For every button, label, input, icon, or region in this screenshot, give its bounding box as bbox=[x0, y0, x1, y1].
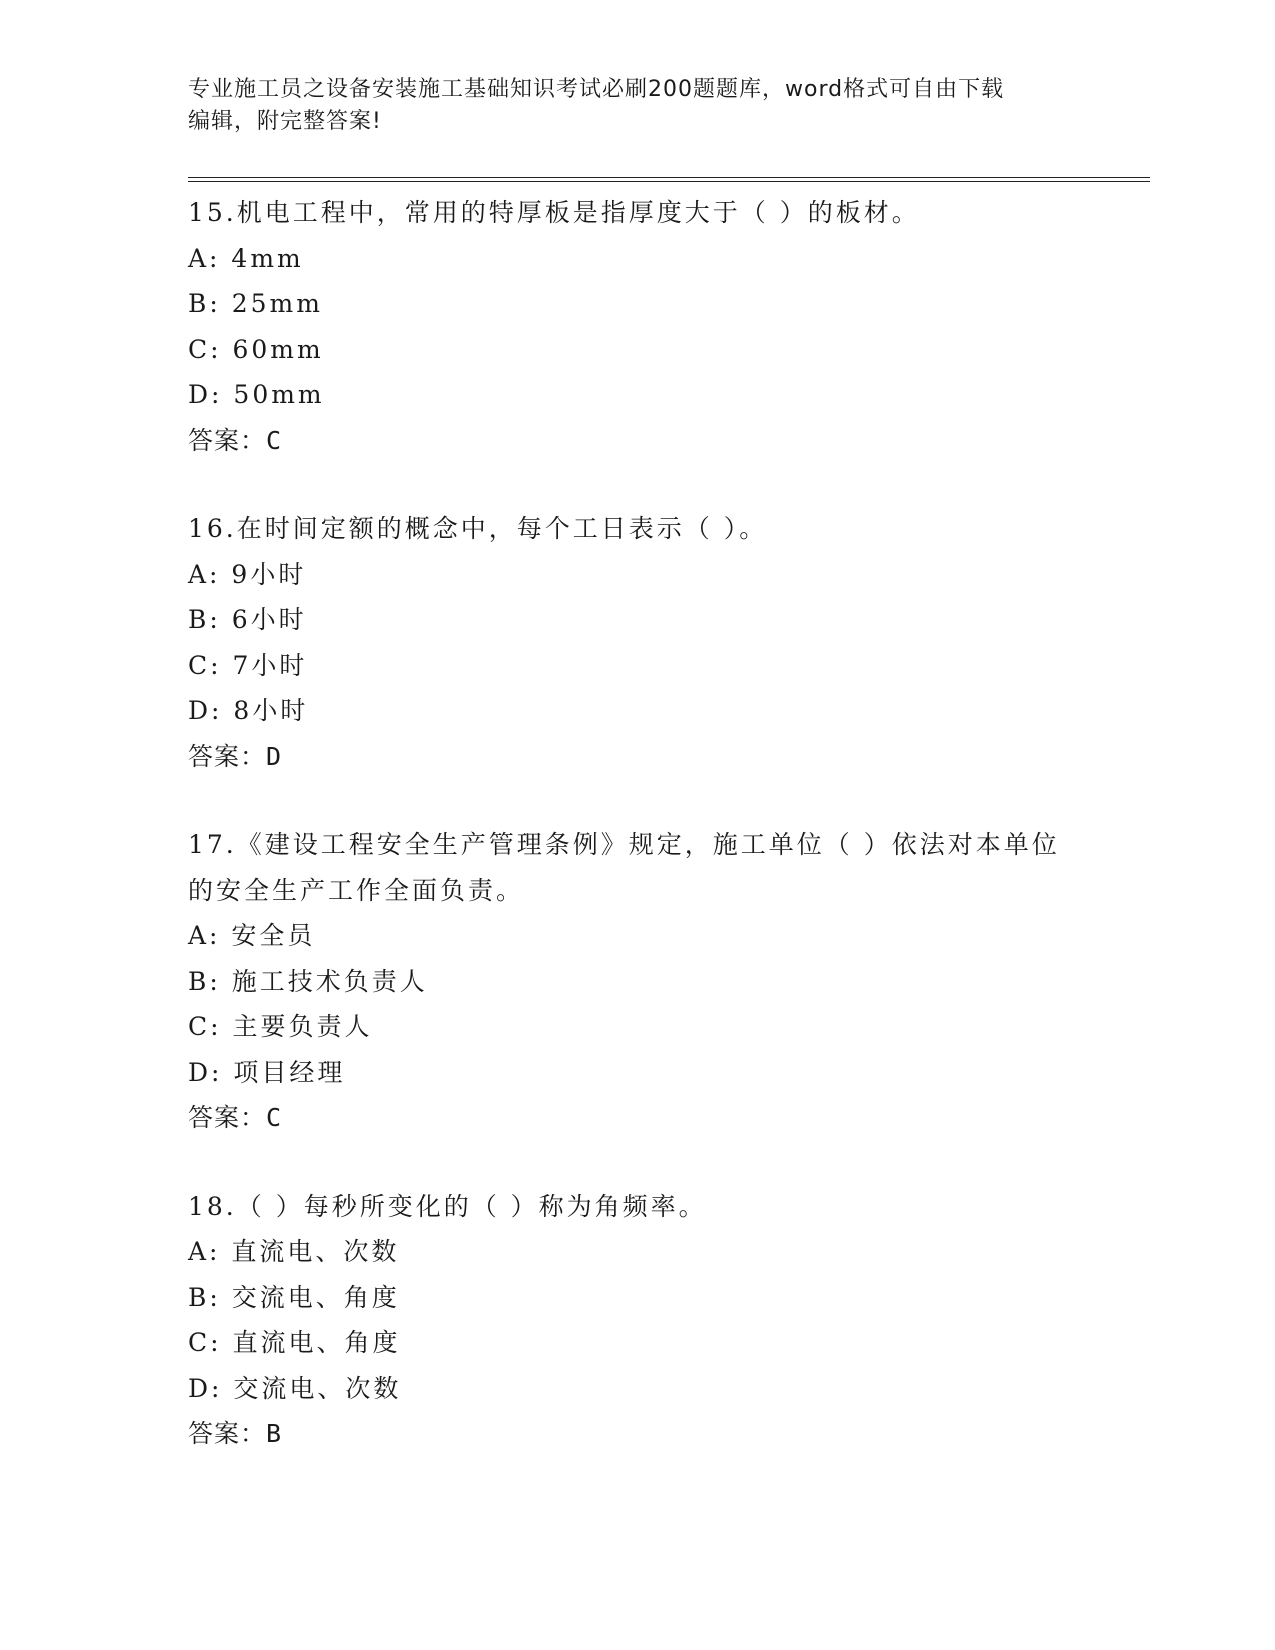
answer-label: 答案： bbox=[188, 1103, 267, 1132]
header-divider-top bbox=[188, 177, 1150, 178]
answer-line bbox=[188, 734, 1088, 780]
answer-line bbox=[188, 1095, 1088, 1141]
answer-line bbox=[188, 418, 1088, 464]
option-a: A: 9小时 bbox=[188, 559, 307, 589]
question-15 bbox=[188, 190, 1088, 463]
answer-value: D bbox=[266, 741, 283, 771]
option-b: B: 6小时 bbox=[188, 605, 307, 634]
document-header bbox=[188, 74, 1088, 138]
header-divider-bottom bbox=[188, 181, 1150, 182]
option-b: B: 施工技术负责人 bbox=[188, 966, 428, 996]
option-c: C: 直流电、角度 bbox=[188, 1328, 401, 1357]
question-stem: 16.在时间定额的概念中，每个工日表示（ ）。 bbox=[188, 514, 768, 543]
question-stem: 17.《建设工程安全生产管理条例》规定，施工单位（ ）依法对本单位的安全生产工作全面负责。 bbox=[188, 830, 1060, 905]
question-16 bbox=[188, 506, 1088, 779]
answer-label: 答案： bbox=[188, 741, 267, 771]
option-a: A: 4mm bbox=[188, 243, 304, 273]
option-c: C: 60mm bbox=[188, 334, 324, 364]
answer-label: 答案： bbox=[188, 1419, 267, 1448]
question-stem: 15.机电工程中，常用的特厚板是指厚度大于（ ）的板材。 bbox=[188, 198, 920, 227]
question-18 bbox=[188, 1184, 1088, 1457]
question-list bbox=[188, 190, 1088, 1500]
header-line-1: 专业施工员之设备安装施工基础知识考试必刷200题题库，word格式可自由下载 bbox=[188, 77, 1005, 102]
question-stem: 18.（ ）每秒所变化的（ ）称为角频率。 bbox=[188, 1191, 707, 1221]
question-17 bbox=[188, 822, 1088, 1141]
option-d: D: 交流电、次数 bbox=[188, 1373, 402, 1403]
answer-label: 答案： bbox=[188, 425, 267, 455]
answer-value: C bbox=[266, 425, 283, 455]
option-a: A: 直流电、次数 bbox=[188, 1237, 400, 1266]
option-c: C: 7小时 bbox=[188, 650, 308, 680]
answer-value: C bbox=[266, 1103, 283, 1132]
option-b: B: 交流电、角度 bbox=[188, 1282, 400, 1312]
option-d: D: 项目经理 bbox=[188, 1057, 346, 1087]
answer-line bbox=[188, 1411, 1088, 1457]
header-line-2: 编辑，附完整答案! bbox=[188, 109, 382, 134]
option-c: C: 主要负责人 bbox=[188, 1012, 373, 1041]
option-d: D: 50mm bbox=[188, 380, 325, 409]
answer-value: B bbox=[266, 1419, 283, 1448]
option-d: D: 8小时 bbox=[188, 696, 309, 725]
option-a: A: 安全员 bbox=[188, 921, 316, 950]
option-b: B: 25mm bbox=[188, 289, 323, 318]
